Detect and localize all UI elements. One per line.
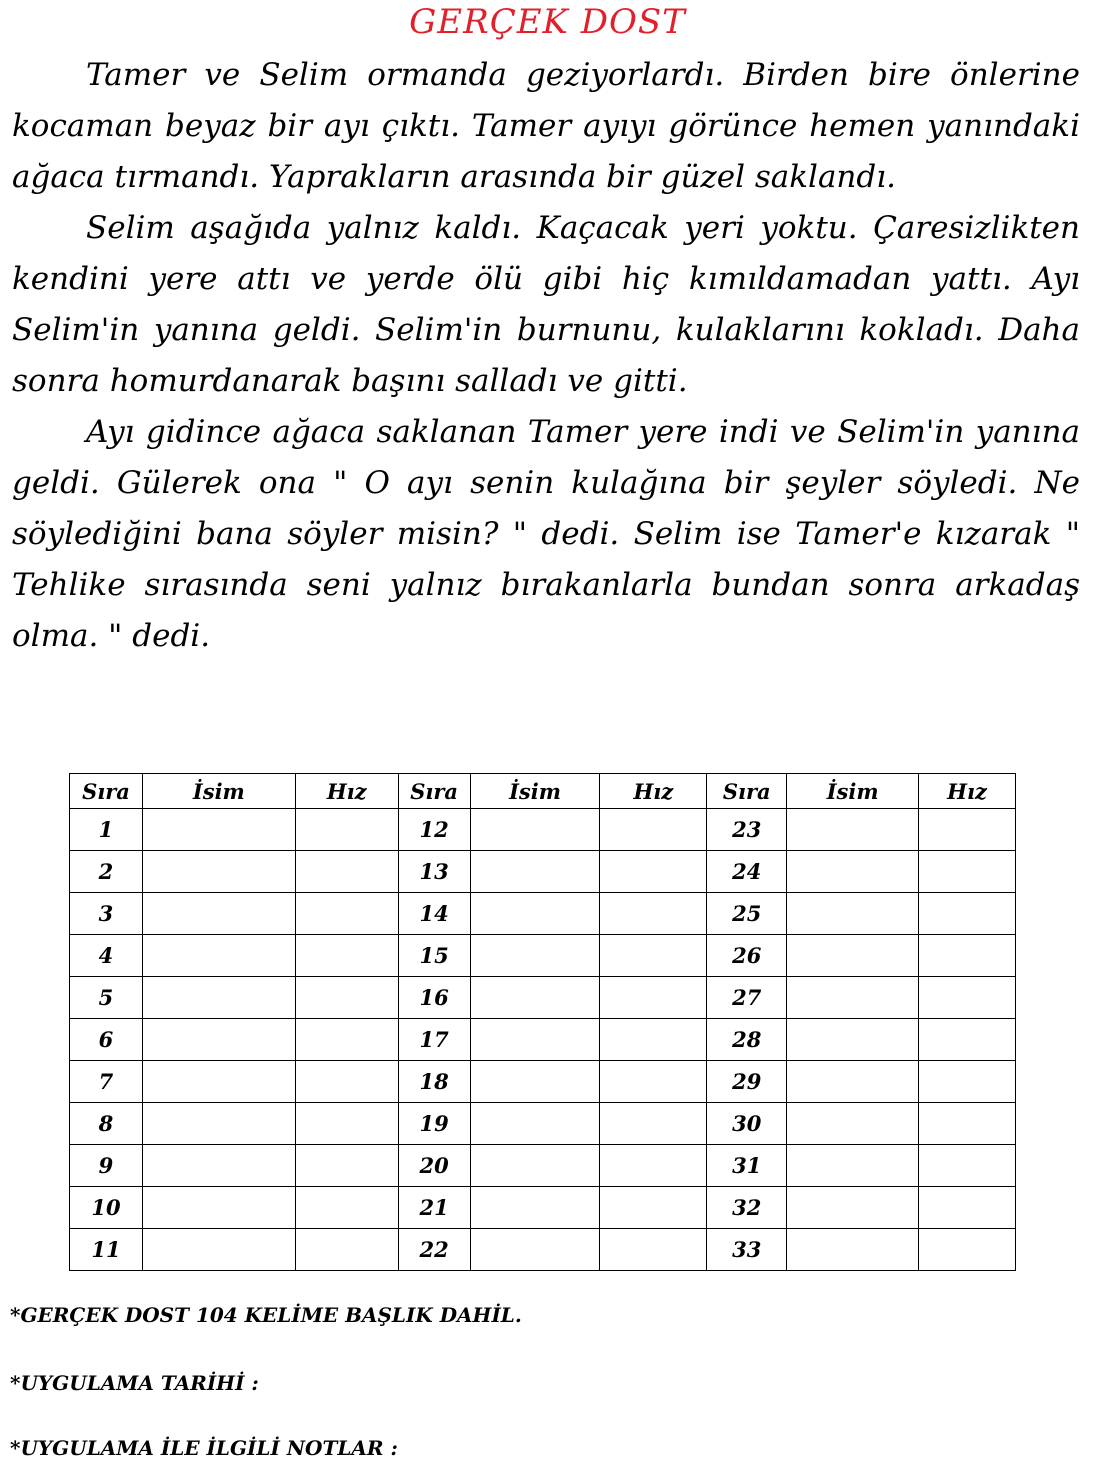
sira-number-cell: 30 xyxy=(707,1103,787,1145)
sira-number-cell: 26 xyxy=(707,935,787,977)
sira-number-cell: 25 xyxy=(707,893,787,935)
header-sira: Sıra xyxy=(70,774,143,809)
table-header-row xyxy=(70,774,1016,809)
sira-number-cell: 24 xyxy=(707,851,787,893)
table-row xyxy=(70,851,1016,893)
sira-number-cell: 12 xyxy=(398,809,470,851)
isim-cell[interactable] xyxy=(470,1229,600,1271)
hiz-cell[interactable] xyxy=(600,809,707,851)
sira-number-cell: 14 xyxy=(398,893,470,935)
hiz-cell[interactable] xyxy=(600,935,707,977)
hiz-cell[interactable] xyxy=(600,1019,707,1061)
sira-number-cell: 20 xyxy=(398,1145,470,1187)
sira-number-cell: 28 xyxy=(707,1019,787,1061)
isim-cell[interactable] xyxy=(142,1061,295,1103)
header-isim: İsim xyxy=(142,774,295,809)
sira-number-cell: 1 xyxy=(70,809,143,851)
hiz-cell[interactable] xyxy=(600,893,707,935)
isim-cell[interactable] xyxy=(787,1145,919,1187)
sira-number-cell: 2 xyxy=(70,851,143,893)
isim-cell[interactable] xyxy=(787,893,919,935)
isim-cell[interactable] xyxy=(470,1103,600,1145)
hiz-cell[interactable] xyxy=(295,851,398,893)
header-sira: Sıra xyxy=(398,774,470,809)
hiz-cell[interactable] xyxy=(919,1019,1016,1061)
isim-cell[interactable] xyxy=(470,1061,600,1103)
isim-cell[interactable] xyxy=(470,1187,600,1229)
isim-cell[interactable] xyxy=(142,851,295,893)
table-row xyxy=(70,977,1016,1019)
sira-number-cell: 18 xyxy=(398,1061,470,1103)
sira-number-cell: 19 xyxy=(398,1103,470,1145)
hiz-cell[interactable] xyxy=(919,809,1016,851)
isim-cell[interactable] xyxy=(142,1187,295,1229)
header-hiz: Hız xyxy=(295,774,398,809)
sira-number-cell: 33 xyxy=(707,1229,787,1271)
table-row xyxy=(70,893,1016,935)
sira-number-cell: 8 xyxy=(70,1103,143,1145)
story-paragraph: Tamer ve Selim ormanda geziyorlardı. Birden bire önlerine kocaman beyaz bir ayı çıktı. Tamer ayıyı görünce hemen yanındaki ağaca tırmandı. Yaprakların arasında bir güzel saklandı. xyxy=(12,57,1080,195)
hiz-cell[interactable] xyxy=(919,977,1016,1019)
isim-cell[interactable] xyxy=(470,809,600,851)
hiz-cell[interactable] xyxy=(600,851,707,893)
table-body xyxy=(70,809,1016,1271)
sira-number-cell: 29 xyxy=(707,1061,787,1103)
isim-cell[interactable] xyxy=(142,1019,295,1061)
hiz-cell[interactable] xyxy=(600,1103,707,1145)
hiz-cell[interactable] xyxy=(919,1229,1016,1271)
isim-cell[interactable] xyxy=(787,809,919,851)
hiz-cell[interactable] xyxy=(919,1061,1016,1103)
sira-number-cell: 16 xyxy=(398,977,470,1019)
isim-cell[interactable] xyxy=(470,977,600,1019)
sira-number-cell: 11 xyxy=(70,1229,143,1271)
sira-number-cell: 10 xyxy=(70,1187,143,1229)
sira-number-cell: 23 xyxy=(707,809,787,851)
sira-number-cell: 13 xyxy=(398,851,470,893)
sira-number-cell: 6 xyxy=(70,1019,143,1061)
isim-cell[interactable] xyxy=(470,1145,600,1187)
isim-cell[interactable] xyxy=(787,1019,919,1061)
isim-cell[interactable] xyxy=(142,1229,295,1271)
table-row xyxy=(70,1019,1016,1061)
isim-cell[interactable] xyxy=(470,851,600,893)
table-row xyxy=(70,1145,1016,1187)
sira-number-cell: 22 xyxy=(398,1229,470,1271)
isim-cell[interactable] xyxy=(787,1187,919,1229)
sira-number-cell: 31 xyxy=(707,1145,787,1187)
isim-cell[interactable] xyxy=(787,851,919,893)
hiz-cell[interactable] xyxy=(295,1145,398,1187)
header-sira: Sıra xyxy=(707,774,787,809)
table-row xyxy=(70,1229,1016,1271)
story-text xyxy=(12,50,1080,662)
hiz-cell[interactable] xyxy=(600,1061,707,1103)
hiz-cell[interactable] xyxy=(919,1145,1016,1187)
isim-cell[interactable] xyxy=(787,1061,919,1103)
table-row xyxy=(70,935,1016,977)
sira-number-cell: 21 xyxy=(398,1187,470,1229)
isim-cell[interactable] xyxy=(142,935,295,977)
sira-number-cell: 27 xyxy=(707,977,787,1019)
isim-cell[interactable] xyxy=(787,935,919,977)
hiz-cell[interactable] xyxy=(295,1061,398,1103)
hiz-cell[interactable] xyxy=(295,977,398,1019)
reading-speed-table xyxy=(69,773,1016,1271)
hiz-cell[interactable] xyxy=(919,1103,1016,1145)
isim-cell[interactable] xyxy=(787,1229,919,1271)
hiz-cell[interactable] xyxy=(919,935,1016,977)
hiz-cell[interactable] xyxy=(295,935,398,977)
table-row xyxy=(70,809,1016,851)
sira-number-cell: 9 xyxy=(70,1145,143,1187)
story-paragraph: Selim aşağıda yalnız kaldı. Kaçacak yeri yoktu. Çaresizlikten kendini yere attı ve yerde ölü gibi hiç kımıldamadan yattı. Ayı Selim'in yanına geldi. Selim'in burnunu, kulaklarını kokladı. Daha sonra homurdanarak başını salladı ve gitti. xyxy=(12,210,1080,399)
application-date-label: *UYGULAMA TARİHİ : xyxy=(10,1371,259,1395)
isim-cell[interactable] xyxy=(142,1145,295,1187)
isim-cell[interactable] xyxy=(142,1103,295,1145)
isim-cell[interactable] xyxy=(787,1103,919,1145)
hiz-cell[interactable] xyxy=(919,893,1016,935)
isim-cell[interactable] xyxy=(470,935,600,977)
word-count-note: *GERÇEK DOST 104 KELİME BAŞLIK DAHİL. xyxy=(10,1303,522,1327)
hiz-cell[interactable] xyxy=(295,1019,398,1061)
sira-number-cell: 4 xyxy=(70,935,143,977)
hiz-cell[interactable] xyxy=(295,893,398,935)
hiz-cell[interactable] xyxy=(600,1187,707,1229)
hiz-cell[interactable] xyxy=(295,1187,398,1229)
sira-number-cell: 5 xyxy=(70,977,143,1019)
sira-number-cell: 32 xyxy=(707,1187,787,1229)
isim-cell[interactable] xyxy=(470,1019,600,1061)
isim-cell[interactable] xyxy=(142,893,295,935)
story-title: GERÇEK DOST xyxy=(409,2,686,42)
hiz-cell[interactable] xyxy=(295,809,398,851)
hiz-cell[interactable] xyxy=(295,1229,398,1271)
isim-cell[interactable] xyxy=(787,977,919,1019)
sira-number-cell: 7 xyxy=(70,1061,143,1103)
hiz-cell[interactable] xyxy=(919,851,1016,893)
hiz-cell[interactable] xyxy=(919,1187,1016,1229)
header-isim: İsim xyxy=(470,774,600,809)
sira-number-cell: 17 xyxy=(398,1019,470,1061)
isim-cell[interactable] xyxy=(142,977,295,1019)
header-isim: İsim xyxy=(787,774,919,809)
hiz-cell[interactable] xyxy=(295,1103,398,1145)
isim-cell[interactable] xyxy=(470,893,600,935)
header-hiz: Hız xyxy=(600,774,707,809)
sira-number-cell: 3 xyxy=(70,893,143,935)
table-row xyxy=(70,1103,1016,1145)
sira-number-cell: 15 xyxy=(398,935,470,977)
table-row xyxy=(70,1187,1016,1229)
isim-cell[interactable] xyxy=(142,809,295,851)
application-notes-label: *UYGULAMA İLE İLGİLİ NOTLAR : xyxy=(10,1436,398,1460)
hiz-cell[interactable] xyxy=(600,977,707,1019)
hiz-cell[interactable] xyxy=(600,1229,707,1271)
table-row xyxy=(70,1061,1016,1103)
story-paragraph: Ayı gidince ağaca saklanan Tamer yere indi ve Selim'in yanına geldi. Gülerek ona " O ayı senin kulağına bir şeyler söyledi. Ne söylediğini bana söyler misin? " dedi. Selim ise Tamer'e kızarak " Tehlike sırasında seni yalnız bırakanlarla bundan sonra arkadaş olma. " dedi. xyxy=(12,414,1080,654)
header-hiz: Hız xyxy=(919,774,1016,809)
hiz-cell[interactable] xyxy=(600,1145,707,1187)
